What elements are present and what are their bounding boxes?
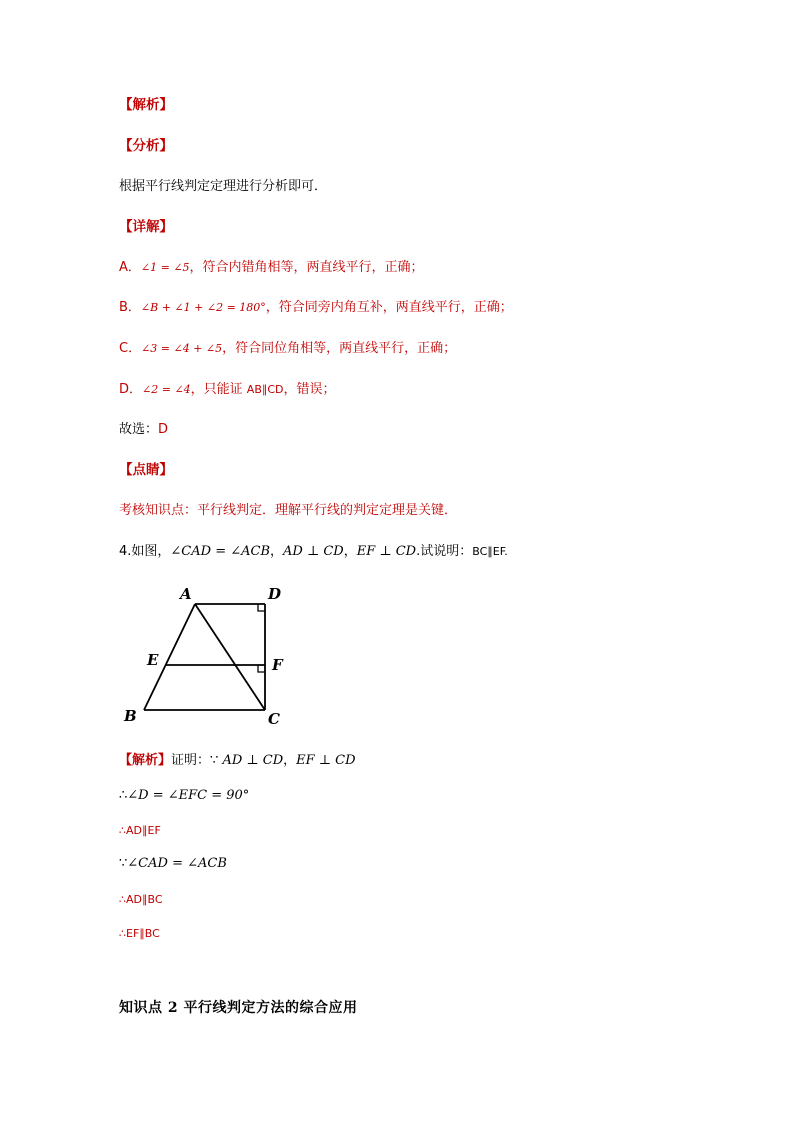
option-d-end: ，错误； bbox=[283, 382, 336, 397]
proof-s1-sep: ， bbox=[283, 753, 297, 768]
option-a-math: ∠1 = ∠5 bbox=[140, 261, 190, 274]
option-b-text: ，符合同旁内角互补，两直线平行，正确； bbox=[265, 300, 513, 315]
option-d bbox=[119, 381, 336, 399]
proof-s1b: EF ⊥ CD bbox=[296, 753, 356, 768]
option-b-math: ∠B + ∠1 + ∠2 = 180° bbox=[140, 301, 266, 314]
option-c bbox=[119, 340, 456, 358]
right-angle-d bbox=[258, 604, 265, 611]
problem-number: 4.如图， bbox=[119, 544, 171, 559]
proof-s4: ∠CAD = ∠ACB bbox=[127, 856, 227, 871]
proof-line-6: ∴EF∥BC bbox=[119, 927, 160, 940]
option-c-letter: C． bbox=[119, 341, 142, 356]
problem-cond3: EF ⊥ CD bbox=[356, 544, 417, 559]
option-a-text: ，符合内错角相等，两直线平行，正确； bbox=[189, 260, 424, 275]
analysis-text: 根据平行线判定定理进行分析即可． bbox=[119, 179, 328, 194]
option-d-tail: AB∥CD bbox=[246, 383, 284, 396]
option-c-math: ∠3 = ∠4 + ∠5 bbox=[141, 342, 223, 355]
problem-cond1: ∠CAD = ∠ACB bbox=[170, 544, 270, 559]
option-b-letter: B． bbox=[119, 300, 141, 315]
proof-because-1: ∵ bbox=[210, 753, 219, 768]
proof-line-5: ∴AD∥BC bbox=[119, 893, 163, 906]
answer-label: 故选： bbox=[119, 422, 159, 437]
answer-line bbox=[119, 421, 168, 439]
proof-s2: ∠D = ∠EFC = 90° bbox=[127, 788, 250, 803]
label-e: E bbox=[147, 651, 159, 669]
option-d-math: ∠2 = ∠4 bbox=[142, 383, 191, 396]
proof-s1: AD ⊥ CD bbox=[222, 753, 284, 768]
option-d-letter: D． bbox=[119, 382, 143, 397]
geometry-figure bbox=[118, 580, 298, 730]
option-c-text: ，符合同位角相等，两直线平行，正确； bbox=[222, 341, 457, 356]
heading-fenxi: 【分析】 bbox=[119, 138, 173, 154]
problem-sep2: ， bbox=[343, 544, 357, 559]
heading-jiexi: 【解析】 bbox=[119, 97, 173, 113]
segment-ac bbox=[195, 604, 265, 710]
proof-intro: 证明： bbox=[171, 753, 211, 768]
proof-line-1 bbox=[119, 752, 356, 770]
proof-line-2 bbox=[119, 787, 249, 805]
problem-target: BC∥EF. bbox=[472, 545, 508, 558]
answer-value: D bbox=[158, 422, 169, 437]
proof-line-4 bbox=[119, 855, 227, 873]
label-b: B bbox=[124, 707, 137, 725]
proof-line-3: ∴AD∥EF bbox=[119, 824, 161, 837]
label-a: A bbox=[180, 585, 192, 603]
problem-statement bbox=[119, 543, 508, 561]
heading-jiexi-2: 【解析】 bbox=[119, 753, 172, 768]
problem-ask: .试说明： bbox=[416, 544, 473, 559]
option-a-letter: A． bbox=[119, 260, 141, 275]
option-a bbox=[119, 259, 424, 277]
label-f: F bbox=[272, 656, 283, 674]
section-title: 知识点 2 平行线判定方法的综合应用 bbox=[119, 1000, 358, 1016]
right-angle-f bbox=[258, 665, 265, 672]
proof-therefore-2: ∴ bbox=[119, 788, 128, 803]
heading-xiangjie: 【详解】 bbox=[119, 219, 173, 235]
label-d: D bbox=[268, 585, 282, 603]
problem-cond2: AD ⊥ CD bbox=[283, 544, 344, 559]
option-b bbox=[119, 299, 513, 317]
option-d-text: ，只能证 bbox=[190, 382, 247, 397]
comment-text: 考核知识点：平行线判定．理解平行线的判定定理是关键． bbox=[119, 503, 458, 518]
heading-dianjing: 【点睛】 bbox=[119, 462, 173, 478]
label-c: C bbox=[268, 710, 280, 728]
problem-sep1: ， bbox=[270, 544, 284, 559]
proof-because-4: ∵ bbox=[119, 856, 128, 871]
